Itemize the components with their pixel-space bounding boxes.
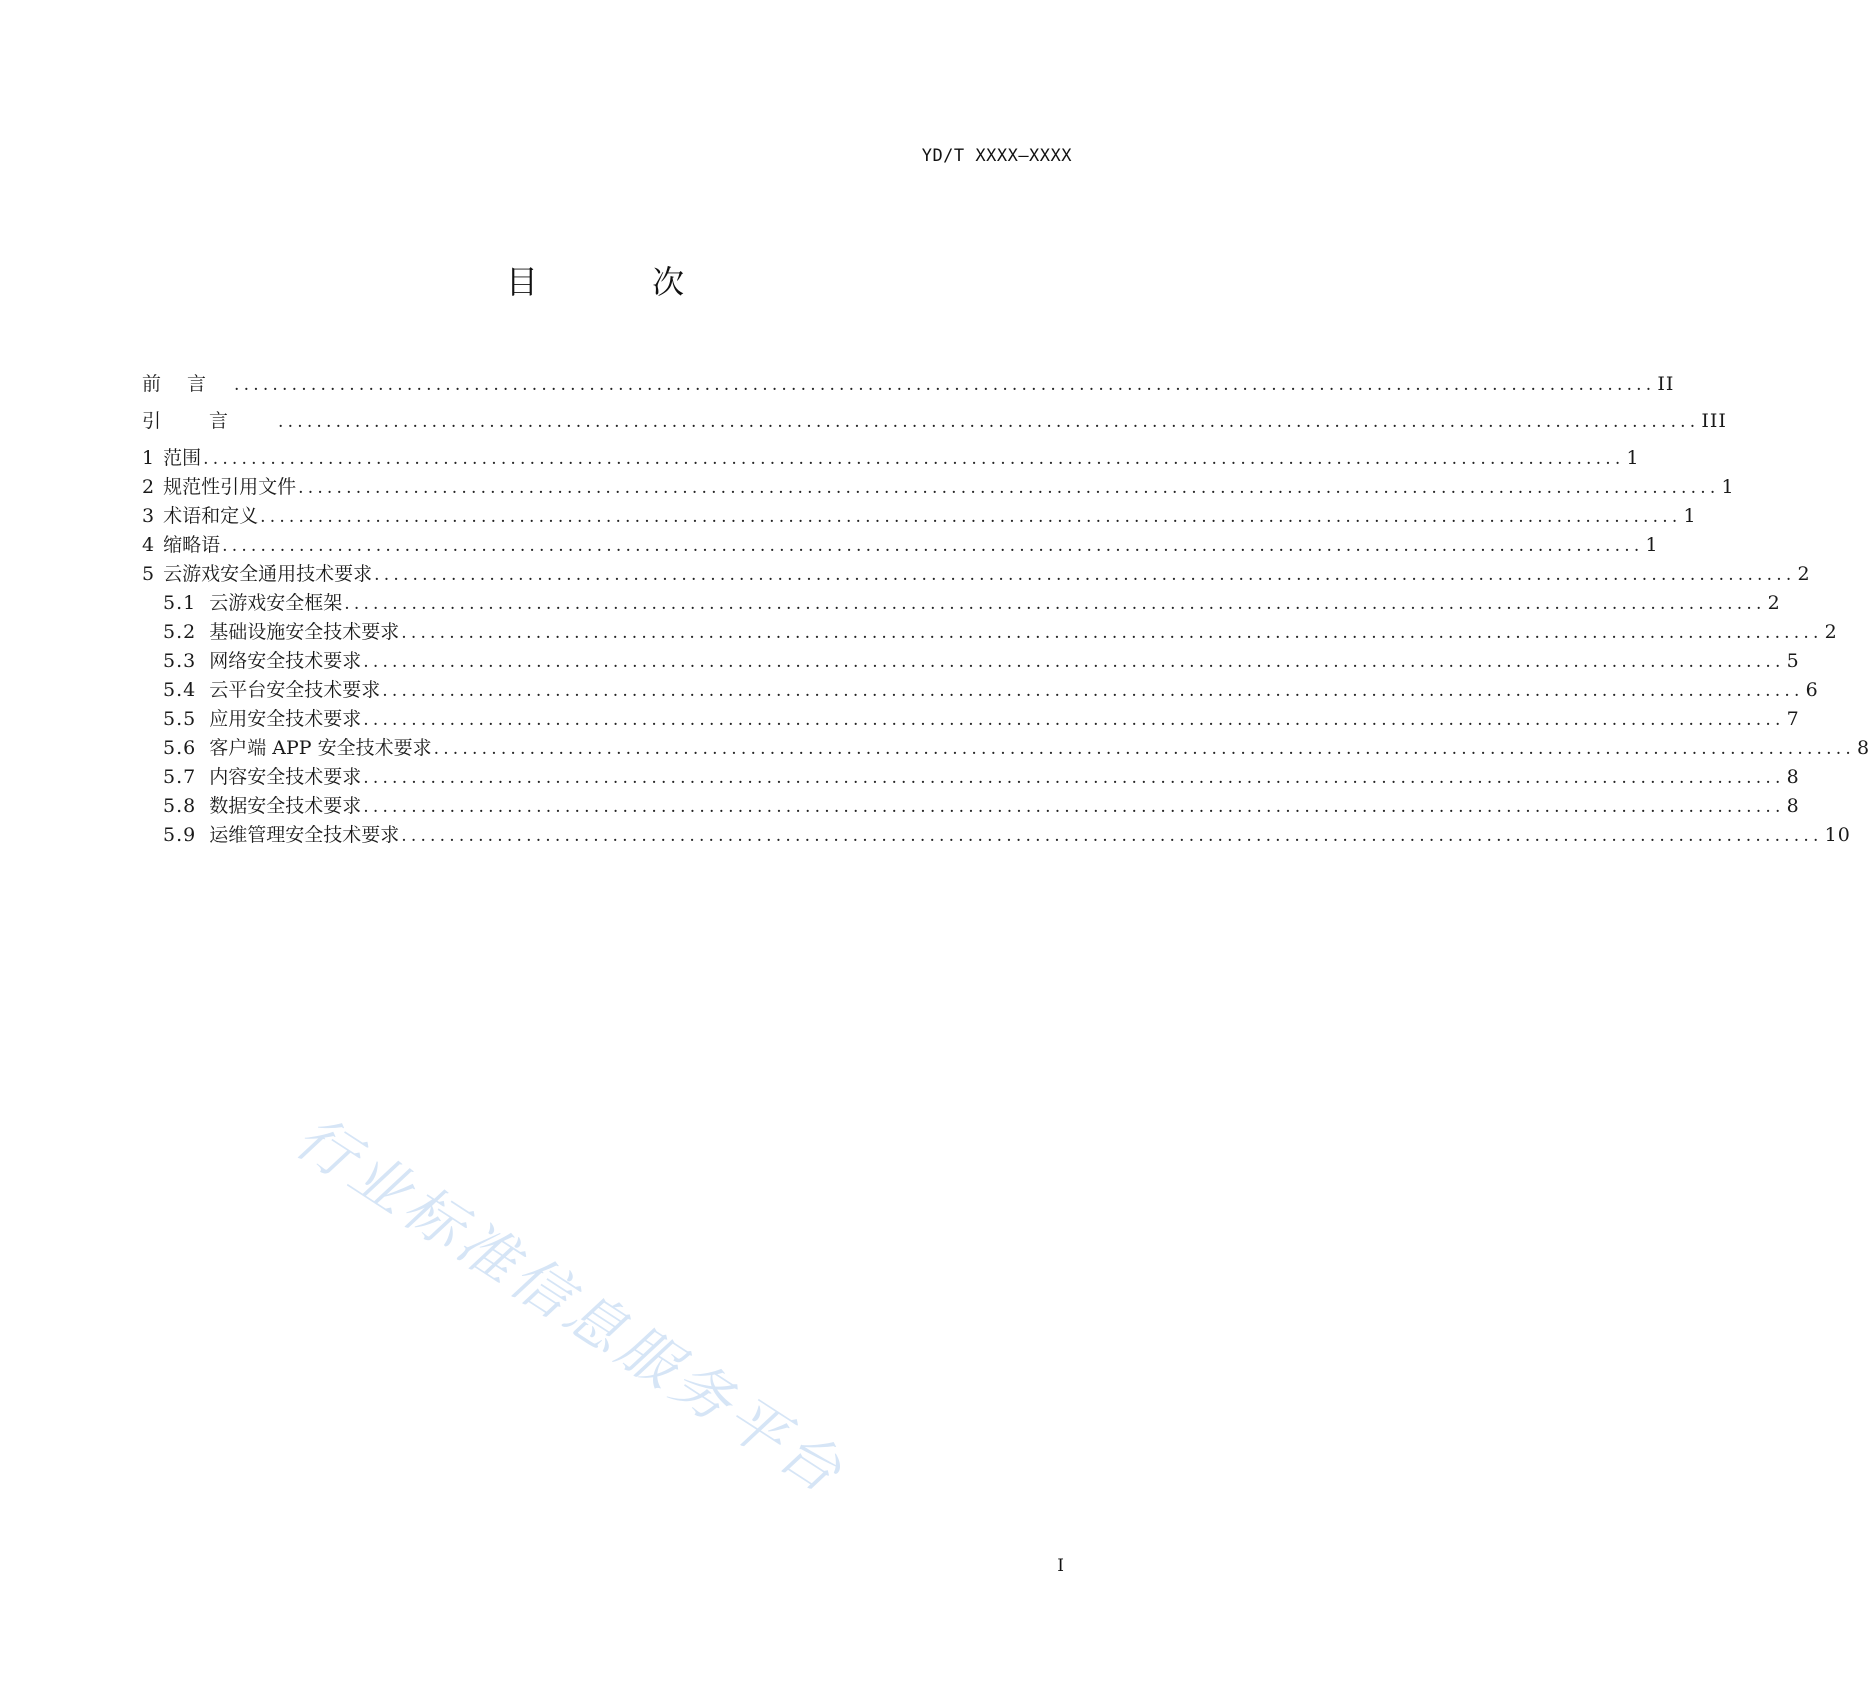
toc-entry-foreword[interactable] (142, 371, 1675, 397)
toc-entry-5-6[interactable] (163, 735, 1870, 761)
toc-entry-page: 7 (1786, 708, 1800, 730)
toc-leader: .................................................................................................................................................... (363, 797, 1785, 817)
toc-entry-text: 数据安全技术要求 (209, 795, 362, 817)
toc-entry-number: 5.2 (163, 621, 197, 643)
toc-entry-text: 网络安全技术要求 (209, 650, 362, 672)
toc-entry-number: 2 (142, 476, 155, 498)
toc-leader: .................................................................................................................................................... (433, 739, 1855, 759)
toc-entry-text: 应用安全技术要求 (209, 708, 362, 730)
toc-entry-page: 2 (1797, 563, 1811, 585)
toc-entry-5-3[interactable] (163, 648, 1800, 674)
toc-leader: .................................................................................................................................................... (260, 507, 1682, 527)
toc-entry-5-4[interactable] (163, 677, 1819, 703)
toc-entry-introduction[interactable] (142, 408, 1727, 434)
toc-entry-page: 1 (1645, 534, 1659, 556)
toc-entry-5-2[interactable] (163, 619, 1838, 645)
toc-entry-number: 5.3 (163, 650, 197, 672)
toc-entry-text: 术语和定义 (163, 505, 259, 527)
toc-entry-text: 云游戏安全通用技术要求 (163, 563, 373, 585)
toc-entry-text: 内容安全技术要求 (209, 766, 362, 788)
toc-entry-2[interactable] (142, 474, 1735, 500)
toc-entry-number: 5.8 (163, 795, 197, 817)
toc-entry-page: III (1701, 410, 1727, 432)
toc-entry-text: 云游戏安全框架 (209, 592, 343, 614)
toc-entry-number: 5.9 (163, 824, 197, 846)
toc-entry-5[interactable] (142, 561, 1811, 587)
toc-leader: .................................................................................................................................................... (298, 478, 1720, 498)
toc-entry-page: 5 (1786, 650, 1800, 672)
toc-entry-number: 5 (142, 563, 155, 585)
toc-entry-page: 2 (1767, 592, 1781, 614)
toc-entry-page: 6 (1805, 679, 1819, 701)
toc-entry-number: 4 (142, 534, 155, 556)
toc-entry-text: 范围 (163, 447, 202, 469)
toc-entry-text: 前言 (142, 373, 233, 395)
toc-leader: .................................................................................................................................................... (344, 594, 1766, 614)
toc-entry-5-1[interactable] (163, 590, 1781, 616)
toc-leader: .................................................................................................................................................... (401, 826, 1823, 846)
toc-entry-5-8[interactable] (163, 793, 1800, 819)
toc-entry-number: 5.1 (163, 592, 197, 614)
toc-entry-number: 5.5 (163, 708, 197, 730)
watermark: 行业标准信息服务平台 (283, 1102, 858, 1509)
toc-leader: .................................................................................................................................................... (382, 681, 1804, 701)
toc-entry-text: 客户端 APP 安全技术要求 (209, 737, 432, 759)
toc-entry-text: 规范性引用文件 (163, 476, 297, 498)
toc-leader: .................................................................................................................................................... (363, 768, 1785, 788)
toc-leader: .................................................................................................................................................... (374, 565, 1796, 585)
toc-entry-text: 引言 (142, 410, 277, 432)
toc-title: 目 次 (505, 263, 737, 301)
toc-leader: .................................................................................................................................................... (222, 536, 1644, 556)
toc-entry-1[interactable] (142, 445, 1640, 471)
toc-entry-page: 8 (1786, 795, 1800, 817)
toc-entry-number: 3 (142, 505, 155, 527)
toc-entry-text: 基础设施安全技术要求 (209, 621, 400, 643)
toc-leader: .................................................................................................................................................... (401, 623, 1823, 643)
toc-entry-text: 缩略语 (163, 534, 221, 556)
toc-entry-text: 云平台安全技术要求 (209, 679, 381, 701)
toc-leader: .................................................................................................................................................... (203, 449, 1625, 469)
toc-entry-5-5[interactable] (163, 706, 1800, 732)
toc-entry-number: 5.6 (163, 737, 197, 759)
standard-code: YD/T XXXX—XXXX (921, 146, 1072, 166)
toc-entry-page: 10 (1824, 824, 1851, 846)
toc-entry-5-7[interactable] (163, 764, 1800, 790)
toc-leader: .................................................................................................................................................... (363, 652, 1785, 672)
toc-leader: .................................................................................................................................................... (363, 710, 1785, 730)
toc-entry-text: 运维管理安全技术要求 (209, 824, 400, 846)
toc-entry-page: II (1657, 373, 1675, 395)
toc-leader: .................................................................................................................................................... (234, 375, 1656, 395)
toc-entry-page: 1 (1626, 447, 1640, 469)
toc-entry-5-9[interactable] (163, 822, 1851, 848)
toc-entry-number: 5.7 (163, 766, 197, 788)
page-number: I (1057, 1556, 1064, 1576)
toc-entry-page: 1 (1721, 476, 1735, 498)
toc-entry-4[interactable] (142, 532, 1659, 558)
toc-entry-page: 1 (1683, 505, 1697, 527)
toc-entry-number: 1 (142, 447, 155, 469)
toc-entry-number: 5.4 (163, 679, 197, 701)
toc-entry-page: 8 (1856, 737, 1870, 759)
toc-leader: .................................................................................................................................................... (278, 412, 1700, 432)
toc-entry-page: 2 (1824, 621, 1838, 643)
toc-entry-page: 8 (1786, 766, 1800, 788)
toc-entry-3[interactable] (142, 503, 1697, 529)
